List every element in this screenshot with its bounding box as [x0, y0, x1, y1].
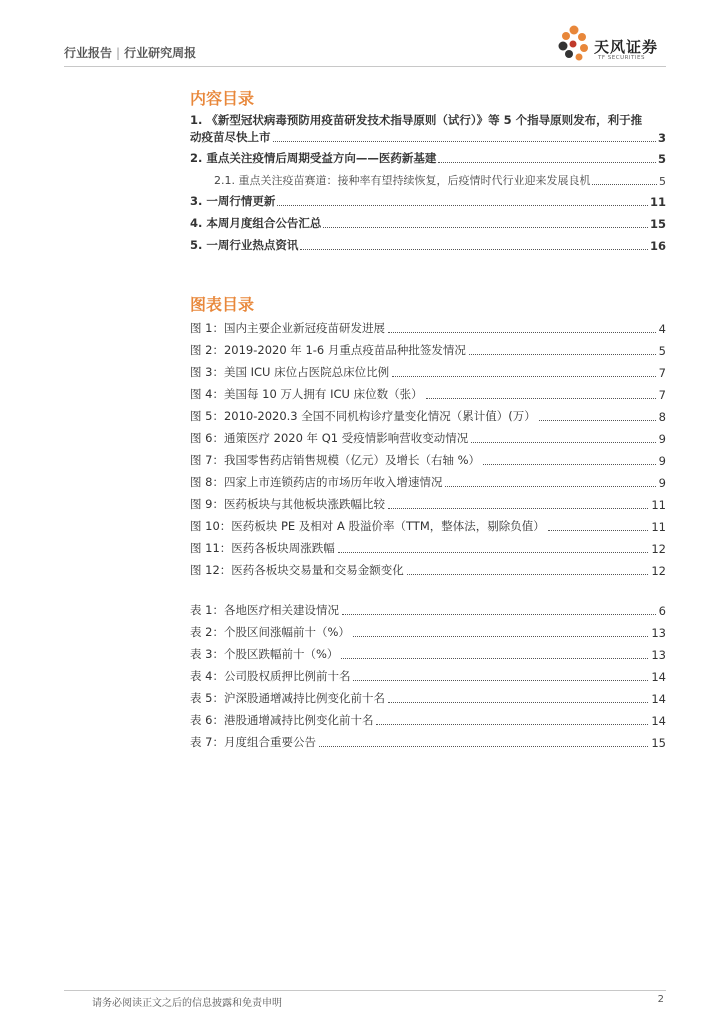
leader-dots [273, 140, 656, 142]
table-item-6[interactable] [190, 712, 666, 728]
figure-page: 9 [658, 432, 666, 446]
toc-item-1-line1[interactable]: 1. 《新型冠状病毒预防用疫苗研发技术指导原则（试行）》等 5 个指导原则发布，利于推 [190, 113, 643, 127]
figure-page: 5 [658, 344, 666, 358]
table-label: 表 6：港股通增减持比例变化前十名 [190, 713, 374, 727]
figure-label: 图 9：医药板块与其他板块涨跌幅比较 [190, 497, 385, 511]
figure-item-7[interactable] [190, 452, 666, 468]
leader-dots [438, 161, 656, 163]
toc-item-page: 16 [649, 239, 666, 253]
leader-dots [319, 745, 648, 747]
leader-dots [471, 441, 655, 443]
figure-item-6[interactable] [190, 430, 666, 446]
leader-dots [300, 248, 648, 250]
toc-item-page: 15 [649, 217, 666, 231]
leader-dots [407, 573, 649, 575]
table-page: 14 [651, 714, 666, 728]
figure-page: 11 [651, 520, 666, 534]
leader-dots [426, 397, 656, 399]
leader-dots [388, 701, 648, 703]
table-page: 14 [651, 670, 666, 684]
figure-label: 图 6：通策医疗 2020 年 Q1 受疫情影响营收变动情况 [190, 431, 469, 445]
leader-dots [548, 529, 649, 531]
figure-label: 图 3：美国 ICU 床位占医院总床位比例 [190, 365, 390, 379]
leader-dots [376, 723, 648, 725]
table-label: 表 4：公司股权质押比例前十名 [190, 669, 351, 683]
logo-text-en: TF SECURITIES [598, 55, 645, 61]
figure-label: 图 11：医药各板块周涨跌幅 [190, 541, 335, 555]
figure-page: 12 [651, 542, 666, 556]
leader-dots [388, 331, 656, 333]
header-category [64, 44, 196, 61]
figure-page: 7 [658, 388, 666, 402]
figures-title: 图表目录 [190, 295, 255, 314]
leader-dots [277, 204, 648, 206]
leader-dots [392, 375, 656, 377]
figure-label: 图 12：医药各板块交易量和交易金额变化 [190, 563, 404, 577]
header-label-report: 行业报告 [64, 46, 113, 60]
figure-label: 图 8：四家上市连锁药店的市场历年收入增速情况 [190, 475, 443, 489]
figure-page: 9 [658, 476, 666, 490]
table-page: 6 [658, 604, 666, 618]
toc-item-label: 4. 本周月度组合公告汇总 [190, 216, 322, 230]
figure-label: 图 1：国内主要企业新冠疫苗研发进展 [190, 321, 385, 335]
table-page: 13 [651, 626, 666, 640]
figure-label: 图 4：美国每 10 万人拥有 ICU 床位数（张） [190, 387, 423, 401]
figure-item-8[interactable] [190, 474, 666, 490]
figure-label: 图 10：医药板块 PE 及相对 A 股溢价率（TTM，整体法，剔除负值） [190, 519, 545, 533]
header-label-weekly: 行业研究周报 [124, 46, 197, 60]
page-number: 2 [657, 994, 664, 1005]
figure-item-2[interactable] [190, 342, 666, 358]
toc-item-label: 动疫苗尽快上市 [190, 130, 271, 144]
table-item-5[interactable] [190, 690, 666, 706]
figure-item-9[interactable] [190, 496, 666, 512]
toc-item-4[interactable] [190, 215, 666, 231]
header-divider [64, 66, 666, 67]
leader-dots [469, 353, 656, 355]
table-label: 表 7：月度组合重要公告 [190, 735, 316, 749]
leader-dots [353, 635, 648, 637]
figure-label: 图 7：我国零售药店销售规模（亿元）及增长（右轴 %） [190, 453, 481, 467]
figure-item-4[interactable] [190, 386, 666, 402]
leader-dots [592, 183, 657, 185]
footer-divider [64, 990, 666, 991]
leader-dots [388, 507, 648, 509]
table-label: 表 3：个股区跌幅前十（%） [190, 647, 339, 661]
flower-logo-icon [556, 22, 596, 66]
figure-item-10[interactable] [190, 518, 666, 534]
toc-item-label: 5. 一周行业热点资讯 [190, 238, 299, 252]
header-separator: | [116, 46, 121, 60]
table-page: 14 [651, 692, 666, 706]
figure-page: 8 [658, 410, 666, 424]
table-label: 表 2：个股区间涨幅前十（%） [190, 625, 350, 639]
table-item-3[interactable] [190, 646, 666, 662]
figure-label: 图 2：2019-2020 年 1-6 月重点疫苗品种批签发情况 [190, 343, 466, 357]
toc-item-page: 5 [659, 175, 666, 188]
toc-item-2-1[interactable] [214, 172, 666, 188]
figure-page: 4 [658, 322, 666, 336]
leader-dots [483, 463, 656, 465]
figure-label: 图 5：2010-2020.3 全国不同机构诊疗量变化情况（累计值）(万） [190, 409, 536, 423]
leader-dots [445, 485, 655, 487]
figure-item-5[interactable] [190, 408, 666, 424]
table-item-7[interactable] [190, 734, 666, 750]
footer-disclaimer: 请务必阅读正文之后的信息披露和免责申明 [92, 998, 282, 1009]
leader-dots [353, 679, 648, 681]
leader-dots [338, 551, 649, 553]
toc-item-label: 2.1. 重点关注疫苗赛道：接种率有望持续恢复，后疫情时代行业迎来发展良机 [214, 174, 591, 187]
figure-page: 7 [658, 366, 666, 380]
leader-dots [341, 657, 648, 659]
figure-item-12[interactable] [190, 562, 666, 578]
table-item-2[interactable] [190, 624, 666, 640]
toc-item-page: 5 [657, 152, 666, 166]
table-item-1[interactable] [190, 602, 666, 618]
leader-dots [539, 419, 656, 421]
toc-item-page: 3 [657, 131, 666, 145]
figure-item-1[interactable] [190, 320, 666, 336]
logo-text-cn: 天风证券 [594, 38, 659, 56]
toc-item-label: 3. 一周行情更新 [190, 194, 276, 208]
leader-dots [342, 613, 656, 615]
toc-item-3[interactable] [190, 193, 666, 209]
page-header [64, 38, 666, 64]
leader-dots [323, 226, 648, 228]
toc-item-label: 2. 重点关注疫情后周期受益方向——医药新基建 [190, 151, 437, 165]
figure-page: 12 [651, 564, 666, 578]
figure-item-11[interactable] [190, 540, 666, 556]
table-page: 15 [651, 736, 666, 750]
figure-page: 9 [658, 454, 666, 468]
toc-item-1[interactable] [190, 129, 666, 145]
toc-item-5[interactable] [190, 237, 666, 253]
table-page: 13 [651, 648, 666, 662]
table-label: 表 1：各地医疗相关建设情况 [190, 603, 339, 617]
figure-page: 11 [651, 498, 666, 512]
table-label: 表 5：沪深股通增减持比例变化前十名 [190, 691, 385, 705]
contents-title: 内容目录 [190, 89, 255, 108]
table-item-4[interactable] [190, 668, 666, 684]
figure-item-3[interactable] [190, 364, 666, 380]
toc-item-2[interactable] [190, 150, 666, 166]
company-logo [556, 22, 666, 66]
toc-item-page: 11 [649, 195, 666, 209]
